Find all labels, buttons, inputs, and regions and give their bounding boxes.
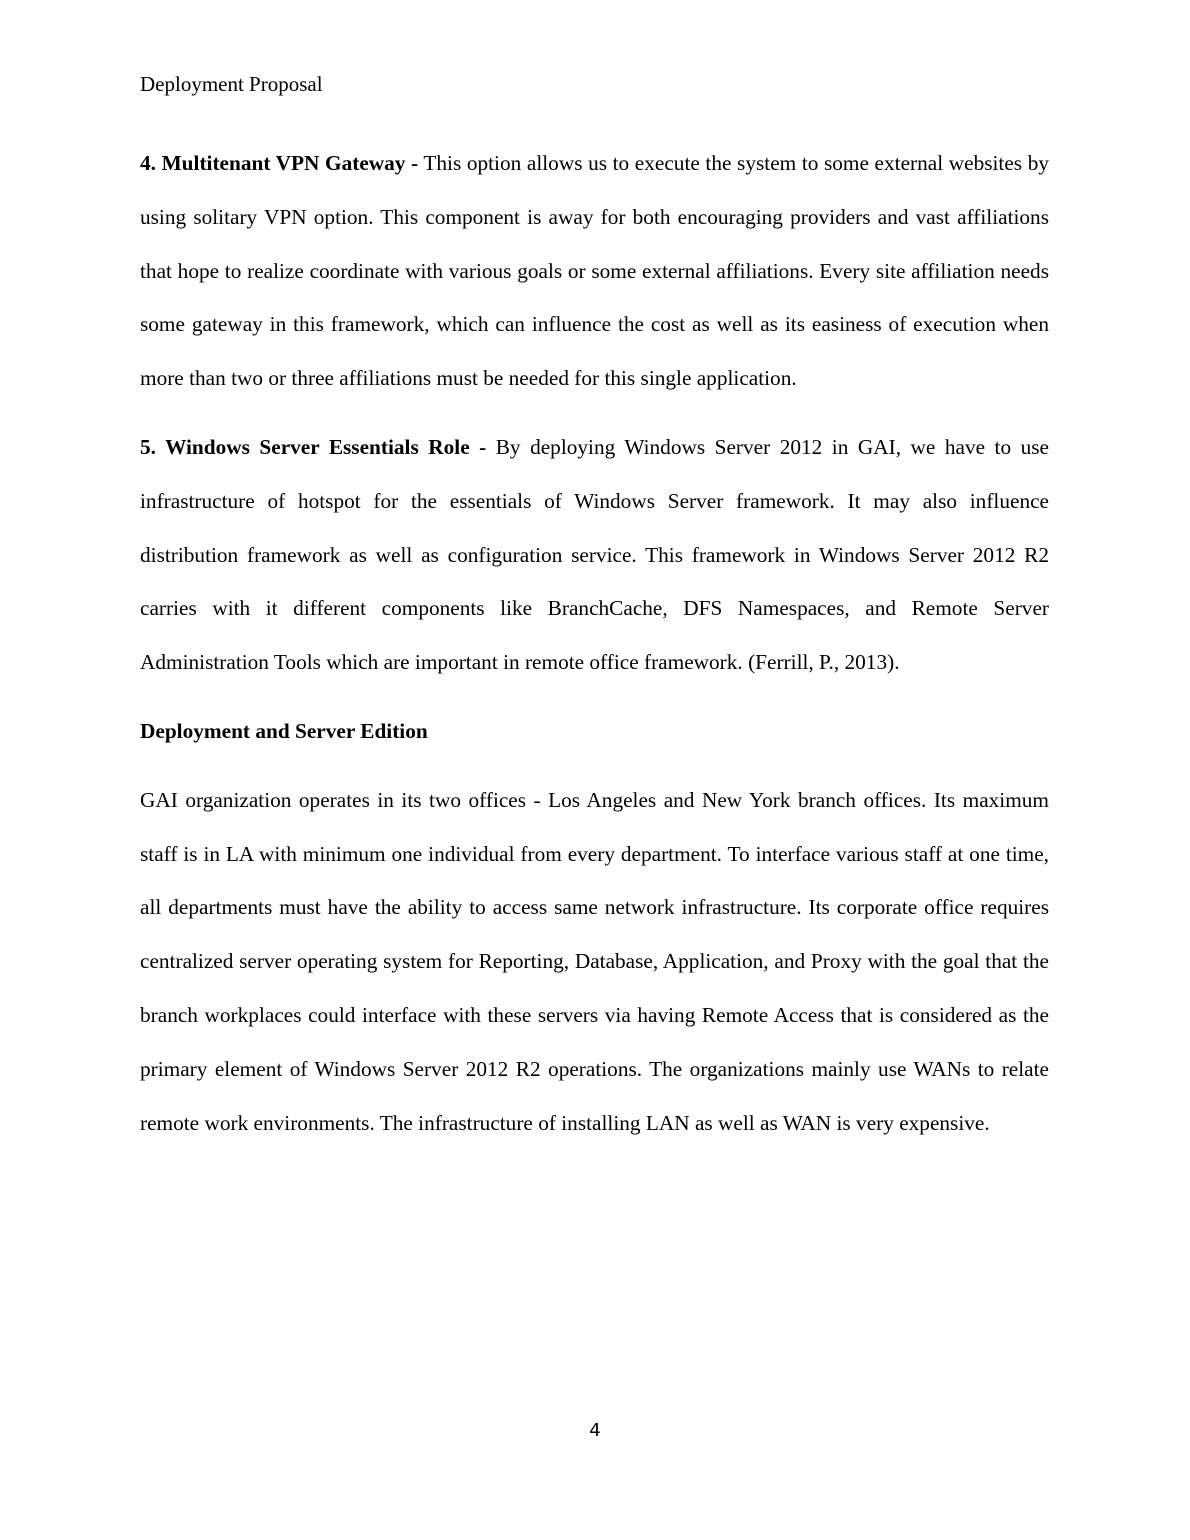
- paragraph-lead: 4. Multitenant VPN Gateway -: [140, 151, 419, 175]
- paragraph-windows-server-essentials-role: [140, 421, 1049, 690]
- document-body: [140, 137, 1049, 1150]
- running-head: Deployment Proposal: [140, 72, 323, 96]
- page-number: 4: [589, 1420, 601, 1441]
- paragraph-lead: 5. Windows Server Essentials Role -: [140, 434, 487, 459]
- paragraph-text: This option allows us to execute the system to some external websites by using solitary VPN option. This component is away for both encouraging providers and vast affiliations that hope to realize coordinate with various goals or some external affiliations. Every site affiliation needs some gateway in this framework, which can influence the cost as well as its easiness of execution when more than two or three affiliations must be needed for this single application.: [140, 151, 1049, 391]
- paragraph-text: By deploying Windows Server 2012 in GAI, we have to use infrastructure of hotspot for the essentials of Windows Server framework. It may also influence distribution framework as well as configuration service. This framework in Windows Server 2012 R2 carries with it different components like BranchCache, DFS Namespaces, and Remote Server Administration Tools which are important in remote office framework. (Ferrill, P., 2013).: [140, 434, 1049, 675]
- paragraph-multitenant-vpn-gateway: [140, 137, 1049, 406]
- section-heading: Deployment and Server Edition: [140, 718, 428, 743]
- paragraph-deployment-and-server-edition: GAI organization operates in its two offices - Los Angeles and New York branch offices. Its maximum staff is in LA with minimum one individual from every department. To interface various staff at one time, all departments must have the ability to access same network infrastructure. Its corporate office requires centralized server operating system for Reporting, Database, Application, and Proxy with the goal that the branch workplaces could interface with these servers via having Remote Access that is considered as the primary element of Windows Server 2012 R2 operations. The organizations mainly use WANs to relate remote work environments. The infrastructure of installing LAN as well as WAN is very expensive.: [140, 787, 1049, 1135]
